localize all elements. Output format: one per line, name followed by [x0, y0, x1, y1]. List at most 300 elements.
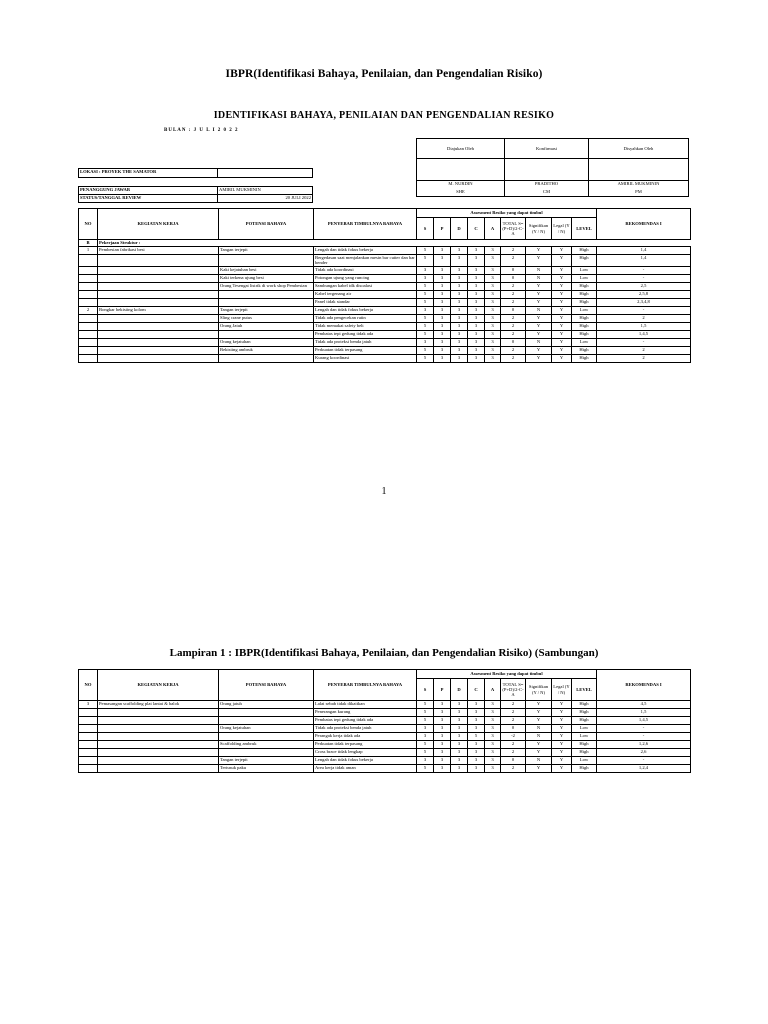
row-c: 3	[468, 306, 485, 314]
project-info-table	[78, 168, 313, 203]
approval-header-confirmed: Konfirmasi	[505, 139, 589, 159]
row-total: 2	[501, 346, 526, 354]
table-row	[79, 266, 691, 274]
row-no: 2	[79, 306, 98, 314]
row-no	[79, 733, 98, 741]
row-no: 1	[79, 247, 98, 255]
row-no	[79, 741, 98, 749]
row-activity	[98, 322, 219, 330]
row-d: 3	[451, 749, 468, 757]
row-a: 3	[485, 290, 501, 298]
row-hazard: Tangan terjepit	[219, 247, 314, 255]
row-legal: Y	[552, 757, 572, 765]
row-cause: Pembatas tepi gedung tidak ada	[314, 717, 417, 725]
row-recommendation: 2,3,4,8	[597, 298, 691, 306]
row-no	[79, 298, 98, 306]
row-legal: Y	[552, 338, 572, 346]
row-significant: Y	[526, 247, 552, 255]
row-d: 3	[451, 314, 468, 322]
row-significant: Y	[526, 765, 552, 773]
row-activity	[98, 282, 219, 290]
row-cause: Lengah dan tidak fokus bekerja	[314, 306, 417, 314]
table-row	[79, 717, 691, 725]
table-row	[79, 338, 691, 346]
row-recommendation: 2	[597, 346, 691, 354]
table-row	[79, 330, 691, 338]
row-a: 3	[485, 274, 501, 282]
row-s: 3	[417, 306, 434, 314]
row-legal: Y	[552, 274, 572, 282]
row-activity	[98, 290, 219, 298]
col-hazard: POTENSI BAHAYA	[219, 670, 314, 701]
row-level: Low	[572, 338, 597, 346]
row-legal: Y	[552, 266, 572, 274]
row-significant: Y	[526, 314, 552, 322]
col-recommendation: REKOMENDAS I	[597, 209, 691, 240]
row-no	[79, 338, 98, 346]
row-c: 3	[468, 330, 485, 338]
row-cause: Panel tidak standar	[314, 298, 417, 306]
row-significant: N	[526, 274, 552, 282]
row-c: 3	[468, 298, 485, 306]
row-total: 2	[501, 330, 526, 338]
row-level: Low	[572, 733, 597, 741]
table-row	[79, 346, 691, 354]
row-p: 3	[434, 298, 451, 306]
row-cause: Perangak kerja tidak ada	[314, 733, 417, 741]
table-row	[79, 757, 691, 765]
row-recommendation: 1,5	[597, 709, 691, 717]
row-s: 5	[417, 322, 434, 330]
row-total: 2	[501, 290, 526, 298]
page-number: 1	[381, 486, 387, 497]
row-c: 3	[468, 322, 485, 330]
col-s: S	[417, 218, 434, 240]
row-total: 2	[501, 247, 526, 255]
table-row	[79, 701, 691, 709]
row-no	[79, 757, 98, 765]
row-total: 0	[501, 725, 526, 733]
row-d: 3	[451, 247, 468, 255]
col-level: LEVEL	[572, 218, 597, 240]
row-hazard: Tangan terjepit	[219, 306, 314, 314]
row-c: 5	[468, 733, 485, 741]
row-activity	[98, 298, 219, 306]
row-recommendation: 1,5	[597, 322, 691, 330]
row-no	[79, 255, 98, 267]
col-assessment: Assesment Resiko yang dapat timbul	[417, 209, 597, 218]
row-legal: Y	[552, 354, 572, 362]
row-p: 3	[434, 247, 451, 255]
row-d: 3	[451, 338, 468, 346]
row-s: 5	[417, 346, 434, 354]
row-c: 3	[468, 701, 485, 709]
row-activity	[98, 274, 219, 282]
review-value: 20 JULI 2022	[218, 195, 313, 203]
row-s: 5	[417, 709, 434, 717]
table-row	[79, 765, 691, 773]
row-activity	[98, 338, 219, 346]
row-s: 3	[417, 274, 434, 282]
row-hazard	[219, 733, 314, 741]
row-p: 3	[434, 749, 451, 757]
row-a: 3	[485, 322, 501, 330]
row-p: 3	[434, 330, 451, 338]
row-s: 5	[417, 247, 434, 255]
row-total: 0	[501, 266, 526, 274]
row-s: 5	[417, 255, 434, 267]
row-significant: Y	[526, 290, 552, 298]
row-total: 2	[501, 314, 526, 322]
row-recommendation: 2,5,8	[597, 290, 691, 298]
row-a: 3	[485, 717, 501, 725]
row-total: 2	[501, 709, 526, 717]
row-hazard	[219, 290, 314, 298]
row-legal: Y	[552, 749, 572, 757]
row-d: 3	[451, 306, 468, 314]
row-c: 3	[468, 346, 485, 354]
table-row	[79, 741, 691, 749]
row-significant: Y	[526, 298, 552, 306]
col-significant: Signifikan (Y / N)	[526, 218, 552, 240]
row-cause: Area kerja tidak aman	[314, 765, 417, 773]
table-row	[79, 282, 691, 290]
row-level: Low	[572, 725, 597, 733]
row-p: 3	[434, 346, 451, 354]
approval-role: SHE	[417, 189, 505, 197]
table-row	[79, 354, 691, 362]
row-legal: Y	[552, 725, 572, 733]
row-recommendation: 4,5	[597, 701, 691, 709]
table-row	[79, 306, 691, 314]
row-activity	[98, 717, 219, 725]
row-p: 3	[434, 322, 451, 330]
month-label: BULAN : J U L I 2 0 2 2	[164, 128, 239, 133]
row-recommendation: 1,2,4	[597, 765, 691, 773]
row-significant: Y	[526, 322, 552, 330]
row-legal: Y	[552, 247, 572, 255]
row-level: High	[572, 314, 597, 322]
row-total: 2	[501, 749, 526, 757]
row-level: Low	[572, 274, 597, 282]
row-legal: Y	[552, 709, 572, 717]
row-hazard	[219, 298, 314, 306]
row-cause: Potongan ujung yang runcing	[314, 274, 417, 282]
row-hazard: Orang jatuh	[219, 701, 314, 709]
row-d: 3	[451, 765, 468, 773]
row-cause: Penerangan kurang	[314, 709, 417, 717]
col-total: TOTAL S=(P+D)/2-C-A	[501, 679, 526, 701]
row-cause: Pembatas tepi gedung tidak ada	[314, 330, 417, 338]
row-activity	[98, 765, 219, 773]
row-hazard: Kaki kejatuhan besi	[219, 266, 314, 274]
row-legal: Y	[552, 765, 572, 773]
row-p: 3	[434, 701, 451, 709]
table-row	[79, 247, 691, 255]
row-legal: Y	[552, 733, 572, 741]
row-legal: Y	[552, 701, 572, 709]
col-assessment: Assesment Resiko yang dapat timbul	[417, 670, 597, 679]
row-total: 0	[501, 274, 526, 282]
row-level: High	[572, 322, 597, 330]
row-s: 5	[417, 717, 434, 725]
row-total: 2	[501, 717, 526, 725]
row-d: 3	[451, 298, 468, 306]
row-s: 3	[417, 266, 434, 274]
row-d: 3	[451, 354, 468, 362]
row-legal: Y	[552, 741, 572, 749]
row-d: 3	[451, 346, 468, 354]
col-c: C	[468, 218, 485, 240]
row-cause: Lengah dan tidak fokus bekerja	[314, 757, 417, 765]
col-s: S	[417, 679, 434, 701]
col-level: LEVEL	[572, 679, 597, 701]
row-level: High	[572, 765, 597, 773]
row-d: 3	[451, 330, 468, 338]
row-cause: Tidak ada pengecekan rutin	[314, 314, 417, 322]
row-d: 3	[451, 266, 468, 274]
row-d: 3	[451, 733, 468, 741]
row-legal: Y	[552, 330, 572, 338]
table-row	[79, 298, 691, 306]
row-a: 3	[485, 765, 501, 773]
row-no	[79, 290, 98, 298]
row-total: 2	[501, 282, 526, 290]
row-significant: Y	[526, 749, 552, 757]
row-no	[79, 282, 98, 290]
row-hazard: Orang kejatuhan	[219, 338, 314, 346]
col-p: P	[434, 679, 451, 701]
row-c: 3	[468, 725, 485, 733]
row-a: 3	[485, 255, 501, 267]
review-label: STATUS/TANGGAL REVIEW	[79, 195, 218, 203]
row-p: 3	[434, 757, 451, 765]
row-a: 3	[485, 298, 501, 306]
row-a: 3	[485, 330, 501, 338]
row-level: High	[572, 701, 597, 709]
row-significant: Y	[526, 741, 552, 749]
row-level: High	[572, 346, 597, 354]
row-p: 3	[434, 282, 451, 290]
row-total: 0	[501, 757, 526, 765]
row-recommendation: -	[597, 725, 691, 733]
row-cause: Tidak ada proteksi benda jatuh	[314, 338, 417, 346]
row-level: High	[572, 282, 597, 290]
row-no	[79, 346, 98, 354]
row-c: 3	[468, 741, 485, 749]
section-no: B	[79, 240, 98, 247]
approval-header-approved: Disyahkan Oleh	[589, 139, 689, 159]
document-subtitle: IDENTIFIKASI BAHAYA, PENILAIAN DAN PENGENDALIAN RESIKO	[213, 110, 555, 121]
approval-name: PRADITHO	[505, 181, 589, 189]
row-activity	[98, 733, 219, 741]
row-no	[79, 266, 98, 274]
col-d: D	[451, 679, 468, 701]
row-s: 5	[417, 290, 434, 298]
row-total: 2	[501, 255, 526, 267]
row-c: 3	[468, 338, 485, 346]
section-label: Pekerjaan Struktur :	[98, 240, 691, 247]
table-row	[79, 749, 691, 757]
approval-table	[416, 138, 689, 197]
location-label: LOKASI : PROYEK THE SAMATOR	[79, 169, 218, 178]
row-c: 3	[468, 709, 485, 717]
row-p: 3	[434, 725, 451, 733]
row-a: 3	[485, 709, 501, 717]
row-p: 3	[434, 266, 451, 274]
row-hazard: Orang kejatuhan	[219, 725, 314, 733]
row-cause: Bergedasan saat menjalankan mesin bar cutter dan bar bender	[315, 255, 415, 266]
row-activity: Pemasangan scaffolding plat lantai & balok	[98, 701, 219, 709]
row-a: 3	[485, 741, 501, 749]
row-c: 3	[468, 290, 485, 298]
row-d: 3	[451, 741, 468, 749]
row-d: 3	[451, 725, 468, 733]
table-row	[79, 725, 691, 733]
row-level: High	[572, 354, 597, 362]
row-d: 3	[451, 290, 468, 298]
row-level: High	[572, 709, 597, 717]
col-legal: Legal (Y / N)	[552, 679, 572, 701]
row-p: 3	[434, 290, 451, 298]
row-cause: Tidak ada koordinasi	[314, 266, 417, 274]
col-no: NO	[79, 670, 98, 701]
row-legal: Y	[552, 322, 572, 330]
row-c: 3	[468, 255, 485, 267]
row-d: 3	[451, 717, 468, 725]
row-s: 5	[417, 298, 434, 306]
row-level: Low	[572, 266, 597, 274]
row-c: 3	[468, 354, 485, 362]
row-activity	[98, 346, 219, 354]
table-row	[79, 322, 691, 330]
row-a: 3	[485, 306, 501, 314]
row-significant: Y	[526, 354, 552, 362]
row-p: 3	[434, 314, 451, 322]
row-c: 3	[468, 266, 485, 274]
row-no	[79, 749, 98, 757]
row-activity: Bongkar bekisting kolom	[98, 306, 219, 314]
row-activity	[98, 749, 219, 757]
row-recommendation: 2,5	[597, 282, 691, 290]
row-activity	[98, 314, 219, 322]
col-significant: Signifikan (Y / N)	[526, 679, 552, 701]
row-d: 3	[451, 757, 468, 765]
row-level: High	[572, 330, 597, 338]
col-no: NO	[79, 209, 98, 240]
col-p: P	[434, 218, 451, 240]
table-row	[79, 314, 691, 322]
row-a: 3	[485, 725, 501, 733]
approval-name: AMIRIL MUKMININ	[589, 181, 689, 189]
row-a: 3	[485, 314, 501, 322]
row-activity	[98, 330, 219, 338]
row-a: 3	[485, 346, 501, 354]
row-hazard	[219, 330, 314, 338]
row-a: 3	[485, 757, 501, 765]
row-s: 3	[417, 733, 434, 741]
row-activity	[98, 266, 219, 274]
row-p: 3	[434, 733, 451, 741]
row-cause: Tidak ada proteksi benda jatuh	[314, 725, 417, 733]
row-recommendation: 1,4,5	[597, 330, 691, 338]
col-hazard: POTENSI BAHAYA	[219, 209, 314, 240]
row-s: 5	[417, 330, 434, 338]
table-row	[79, 709, 691, 717]
row-activity	[98, 255, 219, 267]
col-a: A	[485, 679, 501, 701]
row-no	[79, 717, 98, 725]
row-hazard: Bekisting ambruk	[219, 346, 314, 354]
row-p: 3	[434, 255, 451, 267]
document-title: IBPR(Identifikasi Bahaya, Penilaian, dan Pengendalian Risiko)	[225, 68, 543, 80]
row-a: 3	[485, 354, 501, 362]
row-recommendation: -	[597, 266, 691, 274]
col-activity: KEGIATAN KERJA	[98, 209, 219, 240]
row-s: 3	[417, 725, 434, 733]
row-s: 5	[417, 741, 434, 749]
row-no: 3	[79, 701, 98, 709]
row-s: 5	[417, 765, 434, 773]
row-c: 3	[468, 314, 485, 322]
row-significant: Y	[526, 255, 552, 267]
row-p: 3	[434, 709, 451, 717]
row-no	[79, 322, 98, 330]
row-s: 5	[417, 749, 434, 757]
row-activity	[98, 709, 219, 717]
row-c: 3	[468, 247, 485, 255]
row-c: 3	[468, 282, 485, 290]
row-hazard: Sling crane putus	[219, 314, 314, 322]
row-s: 3	[417, 757, 434, 765]
row-recommendation: -	[597, 306, 691, 314]
row-hazard	[219, 749, 314, 757]
row-a: 3	[485, 266, 501, 274]
table-row	[79, 255, 691, 267]
row-activity	[98, 725, 219, 733]
row-d: 3	[451, 255, 468, 267]
row-recommendation: -	[597, 274, 691, 282]
row-a: 3	[485, 701, 501, 709]
row-d: 3	[451, 282, 468, 290]
row-activity	[98, 354, 219, 362]
row-significant: N	[526, 338, 552, 346]
risk-table	[78, 208, 691, 363]
row-hazard: Kaki terkena ujung besi	[219, 274, 314, 282]
row-d: 3	[451, 701, 468, 709]
row-recommendation: -	[597, 757, 691, 765]
row-no	[79, 354, 98, 362]
row-cause: Tidak memakai safety belt	[314, 322, 417, 330]
row-recommendation: 1,4,5	[597, 717, 691, 725]
row-hazard: Tertusuk paku	[219, 765, 314, 773]
row-cause: Kabel tergenang air	[314, 290, 417, 298]
row-s: 5	[417, 282, 434, 290]
row-significant: N	[526, 757, 552, 765]
row-legal: Y	[552, 717, 572, 725]
row-hazard	[219, 354, 314, 362]
row-legal: Y	[552, 306, 572, 314]
table-row	[79, 733, 691, 741]
row-p: 3	[434, 354, 451, 362]
row-recommendation: -	[597, 733, 691, 741]
row-level: High	[572, 741, 597, 749]
row-recommendation: -	[597, 338, 691, 346]
row-legal: Y	[552, 282, 572, 290]
row-significant: N	[526, 725, 552, 733]
row-hazard	[219, 717, 314, 725]
row-level: High	[572, 255, 597, 267]
